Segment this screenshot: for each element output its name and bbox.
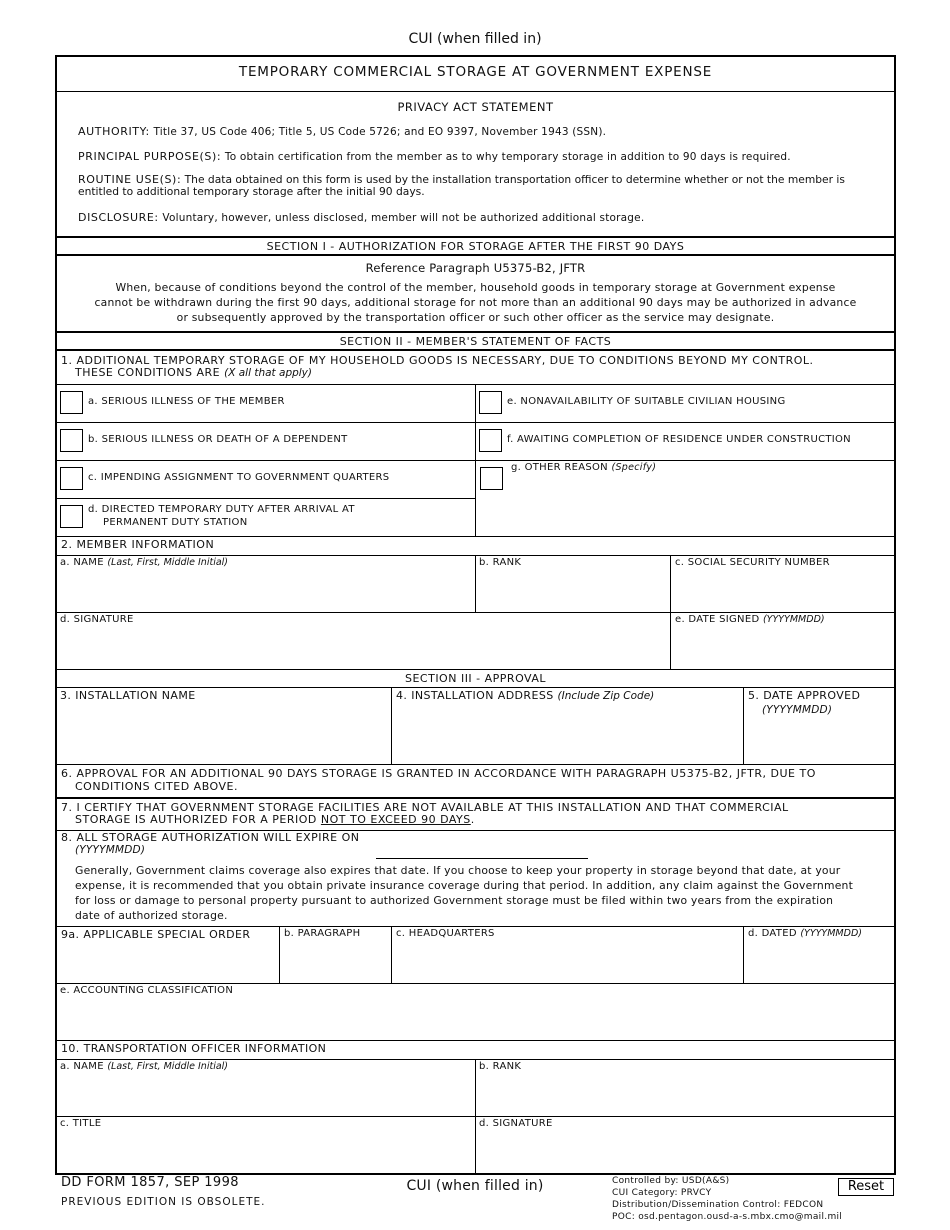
item-1-line-2-text: THESE CONDITIONS ARE	[75, 366, 221, 379]
divider	[743, 688, 744, 764]
option-f-label: f. AWAITING COMPLETION OF RESIDENCE UNDER CONSTRUCTION	[507, 434, 851, 445]
installation-name-field[interactable]	[58, 704, 388, 762]
officer-rank-label: b. RANK	[479, 1061, 522, 1072]
officer-name-note: (Last, First, Middle Initial)	[107, 1061, 228, 1072]
item-9d-label	[748, 928, 862, 939]
item-1-line-1: 1. ADDITIONAL TEMPORARY STORAGE OF MY HOUSEHOLD GOODS IS NECESSARY, DUE TO CONDITIONS BEYOND MY CONTROL.	[61, 354, 814, 367]
authority-text: Title 37, US Code 406; Title 5, US Code 5726; and EO 9397, November 1943 (SSN).	[153, 126, 607, 138]
divider	[743, 926, 744, 983]
divider	[56, 612, 895, 613]
date-signed-label-text: e. DATE SIGNED	[675, 614, 760, 625]
cui-footer: CUI (when filled in)	[406, 1178, 544, 1194]
date-signed-note: (YYYYMMDD)	[762, 614, 825, 625]
item-1-note: (X all that apply)	[224, 367, 312, 379]
member-rank-field[interactable]	[478, 570, 668, 610]
section-1-text-2: cannot be withdrawn during the first 90 days, additional storage for not more than an additional 90 days may be authorized in advance	[94, 296, 857, 309]
date-approved-field[interactable]	[746, 720, 892, 762]
item-8-text-4: date of authorized storage.	[75, 909, 228, 922]
checkbox-c[interactable]	[60, 467, 83, 490]
section-1-text-1: When, because of conditions beyond the control of the member, household goods in temporary storage at Government expense	[115, 281, 836, 294]
headquarters-field[interactable]	[394, 943, 740, 981]
officer-name-field[interactable]	[58, 1074, 472, 1114]
other-reason-field[interactable]	[507, 478, 887, 532]
purpose-label: PRINCIPAL PURPOSE(S):	[78, 150, 222, 163]
officer-name-label	[60, 1061, 228, 1072]
officer-title-label: c. TITLE	[60, 1118, 102, 1129]
officer-signature-field[interactable]	[478, 1131, 892, 1171]
divider	[56, 536, 895, 537]
option-b-label: b. SERIOUS ILLNESS OR DEATH OF A DEPENDENT	[88, 434, 348, 445]
item-9b-label: b. PARAGRAPH	[284, 928, 361, 939]
divider	[475, 555, 476, 612]
special-order-field[interactable]	[58, 943, 276, 981]
member-signature-label: d. SIGNATURE	[60, 614, 134, 625]
item-7-line-2a: STORAGE IS AUTHORIZED FOR A PERIOD	[75, 813, 317, 826]
divider	[279, 926, 280, 983]
officer-title-field[interactable]	[58, 1131, 472, 1171]
privacy-authority	[78, 125, 606, 138]
checkbox-e[interactable]	[479, 391, 502, 414]
item-6-line-1: 6. APPROVAL FOR AN ADDITIONAL 90 DAYS STORAGE IS GRANTED IN ACCORDANCE WITH PARAGRAPH U5375-B2, JFTR, DUE TO	[61, 767, 816, 780]
item-7-line-2b: NOT TO EXCEED 90 DAYS	[320, 813, 471, 826]
controlled-by: Controlled by: USD(A&S)	[612, 1176, 730, 1186]
paragraph-field[interactable]	[282, 943, 388, 981]
member-signature-field[interactable]	[58, 627, 667, 667]
authority-label: AUTHORITY:	[78, 125, 150, 138]
section-1-heading: SECTION I - AUTHORIZATION FOR STORAGE AFTER THE FIRST 90 DAYS	[56, 236, 895, 256]
obsolete-note: PREVIOUS EDITION IS OBSOLETE.	[61, 1196, 266, 1208]
item-8-label: 8. ALL STORAGE AUTHORIZATION WILL EXPIRE ON	[61, 831, 360, 844]
disclosure-label: DISCLOSURE:	[78, 211, 159, 224]
section-1-reference: Reference Paragraph U5375-B2, JFTR	[365, 261, 586, 275]
member-ssn-label: c. SOCIAL SECURITY NUMBER	[675, 557, 830, 568]
dissemination-control: Distribution/Dissemination Control: FEDCON	[612, 1200, 824, 1210]
checkbox-g[interactable]	[480, 467, 503, 490]
divider	[56, 1040, 895, 1041]
divider	[391, 926, 392, 983]
member-ssn-field[interactable]	[673, 570, 892, 610]
item-1-line-2	[75, 366, 312, 379]
divider	[56, 983, 895, 984]
divider	[56, 764, 895, 765]
privacy-disclosure	[78, 211, 644, 224]
checkbox-d[interactable]	[60, 505, 83, 528]
option-e-label: e. NONAVAILABILITY OF SUITABLE CIVILIAN HOUSING	[507, 396, 786, 407]
item-4-text: 4. INSTALLATION ADDRESS	[396, 689, 554, 702]
option-d-label-1: d. DIRECTED TEMPORARY DUTY AFTER ARRIVAL AT	[88, 504, 355, 515]
section-1-text-3: or subsequently approved by the transportation officer or such other officer as the service may designate.	[176, 311, 775, 324]
checkbox-a[interactable]	[60, 391, 83, 414]
item-3-label: 3. INSTALLATION NAME	[60, 689, 196, 702]
item-10-label: 10. TRANSPORTATION OFFICER INFORMATION	[61, 1042, 327, 1055]
date-signed-field[interactable]	[673, 627, 892, 667]
item-7-line-2c: .	[470, 813, 475, 826]
member-name-note: (Last, First, Middle Initial)	[107, 557, 228, 568]
item-9d-text: d. DATED	[748, 928, 797, 939]
option-g-note: (Specify)	[611, 462, 657, 473]
option-c-label: c. IMPENDING ASSIGNMENT TO GOVERNMENT QUARTERS	[88, 472, 390, 483]
form-title: TEMPORARY COMMERCIAL STORAGE AT GOVERNMENT EXPENSE	[238, 64, 713, 80]
disclosure-text: Voluntary, however, unless disclosed, member will not be authorized additional storage.	[162, 212, 645, 224]
privacy-heading: PRIVACY ACT STATEMENT	[397, 100, 554, 114]
reset-button[interactable]: Reset	[838, 1178, 894, 1196]
divider	[391, 688, 392, 764]
accounting-classification-field[interactable]	[58, 998, 892, 1038]
member-name-label-text: a. NAME	[60, 557, 104, 568]
member-name-field[interactable]	[58, 570, 472, 610]
expiration-date-field[interactable]	[376, 844, 588, 859]
item-6-line-2: CONDITIONS CITED ABOVE.	[75, 780, 238, 793]
option-d-label-2: PERMANENT DUTY STATION	[103, 517, 248, 528]
divider	[56, 1116, 895, 1117]
item-9d-note: (YYYYMMDD)	[800, 928, 862, 939]
item-4-note: (Include Zip Code)	[557, 690, 655, 702]
member-name-label	[60, 557, 228, 568]
item-8-note: (YYYYMMDD)	[75, 844, 146, 856]
item-2-label: 2. MEMBER INFORMATION	[61, 538, 215, 551]
option-a-label: a. SERIOUS ILLNESS OF THE MEMBER	[88, 396, 285, 407]
divider	[56, 460, 895, 461]
option-g-text: g. OTHER REASON	[511, 462, 608, 473]
option-g-label	[511, 462, 656, 473]
privacy-purpose	[78, 150, 791, 163]
divider	[56, 498, 475, 499]
item-5-label: 5. DATE APPROVED	[748, 689, 861, 702]
divider	[56, 926, 895, 927]
officer-signature-label: d. SIGNATURE	[479, 1118, 553, 1129]
divider	[56, 422, 895, 423]
member-rank-label: b. RANK	[479, 557, 522, 568]
item-5-note: (YYYYMMDD)	[762, 704, 833, 716]
item-8-text-3: for loss or damage to personal property pursuant to authorized Government storage must be filed within two years from the expiration	[75, 894, 834, 907]
privacy-routine	[78, 174, 868, 198]
divider	[56, 797, 895, 799]
routine-text: The data obtained on this form is used by the installation transportation officer to determine whether or not the member is entitled to additional temporary storage after the initial 90 days.	[78, 173, 845, 198]
item-7-line-1: 7. I CERTIFY THAT GOVERNMENT STORAGE FACILITIES ARE NOT AVAILABLE AT THIS INSTALLATION AND THAT COMMERCIAL	[61, 801, 789, 814]
officer-name-label-text: a. NAME	[60, 1061, 104, 1072]
date-signed-label	[675, 614, 825, 625]
routine-label: ROUTINE USE(S):	[78, 173, 182, 186]
form-id: DD FORM 1857, SEP 1998	[61, 1175, 239, 1190]
cui-header: CUI (when filled in)	[408, 31, 542, 47]
item-9c-label: c. HEADQUARTERS	[396, 928, 495, 939]
item-4-label	[396, 689, 654, 702]
item-8-text-1: Generally, Government claims coverage also expires that date. If you choose to keep your property in storage beyond that date, at your	[75, 864, 841, 877]
officer-rank-field[interactable]	[478, 1074, 892, 1114]
section-3-heading: SECTION III - APPROVAL	[56, 669, 895, 688]
item-8-text-2: expense, it is recommended that you obtain private insurance coverage during that period. In addition, any claim against the Government	[75, 879, 854, 892]
item-7-line-2	[75, 813, 475, 826]
poc: POC: osd.pentagon.ousd-a-s.mbx.cmo@mail.mil	[612, 1212, 843, 1222]
section-2-heading: SECTION II - MEMBER'S STATEMENT OF FACTS	[56, 331, 895, 351]
item-9a-label: 9a. APPLICABLE SPECIAL ORDER	[61, 928, 251, 941]
installation-address-field[interactable]	[394, 704, 740, 762]
purpose-text: To obtain certification from the member as to why temporary storage in addition to 90 days is required.	[224, 151, 791, 163]
cui-category: CUI Category: PRVCY	[612, 1188, 712, 1198]
checkbox-f[interactable]	[479, 429, 502, 452]
dated-field[interactable]	[746, 943, 892, 981]
checkbox-b[interactable]	[60, 429, 83, 452]
item-9e-label: e. ACCOUNTING CLASSIFICATION	[60, 985, 234, 996]
